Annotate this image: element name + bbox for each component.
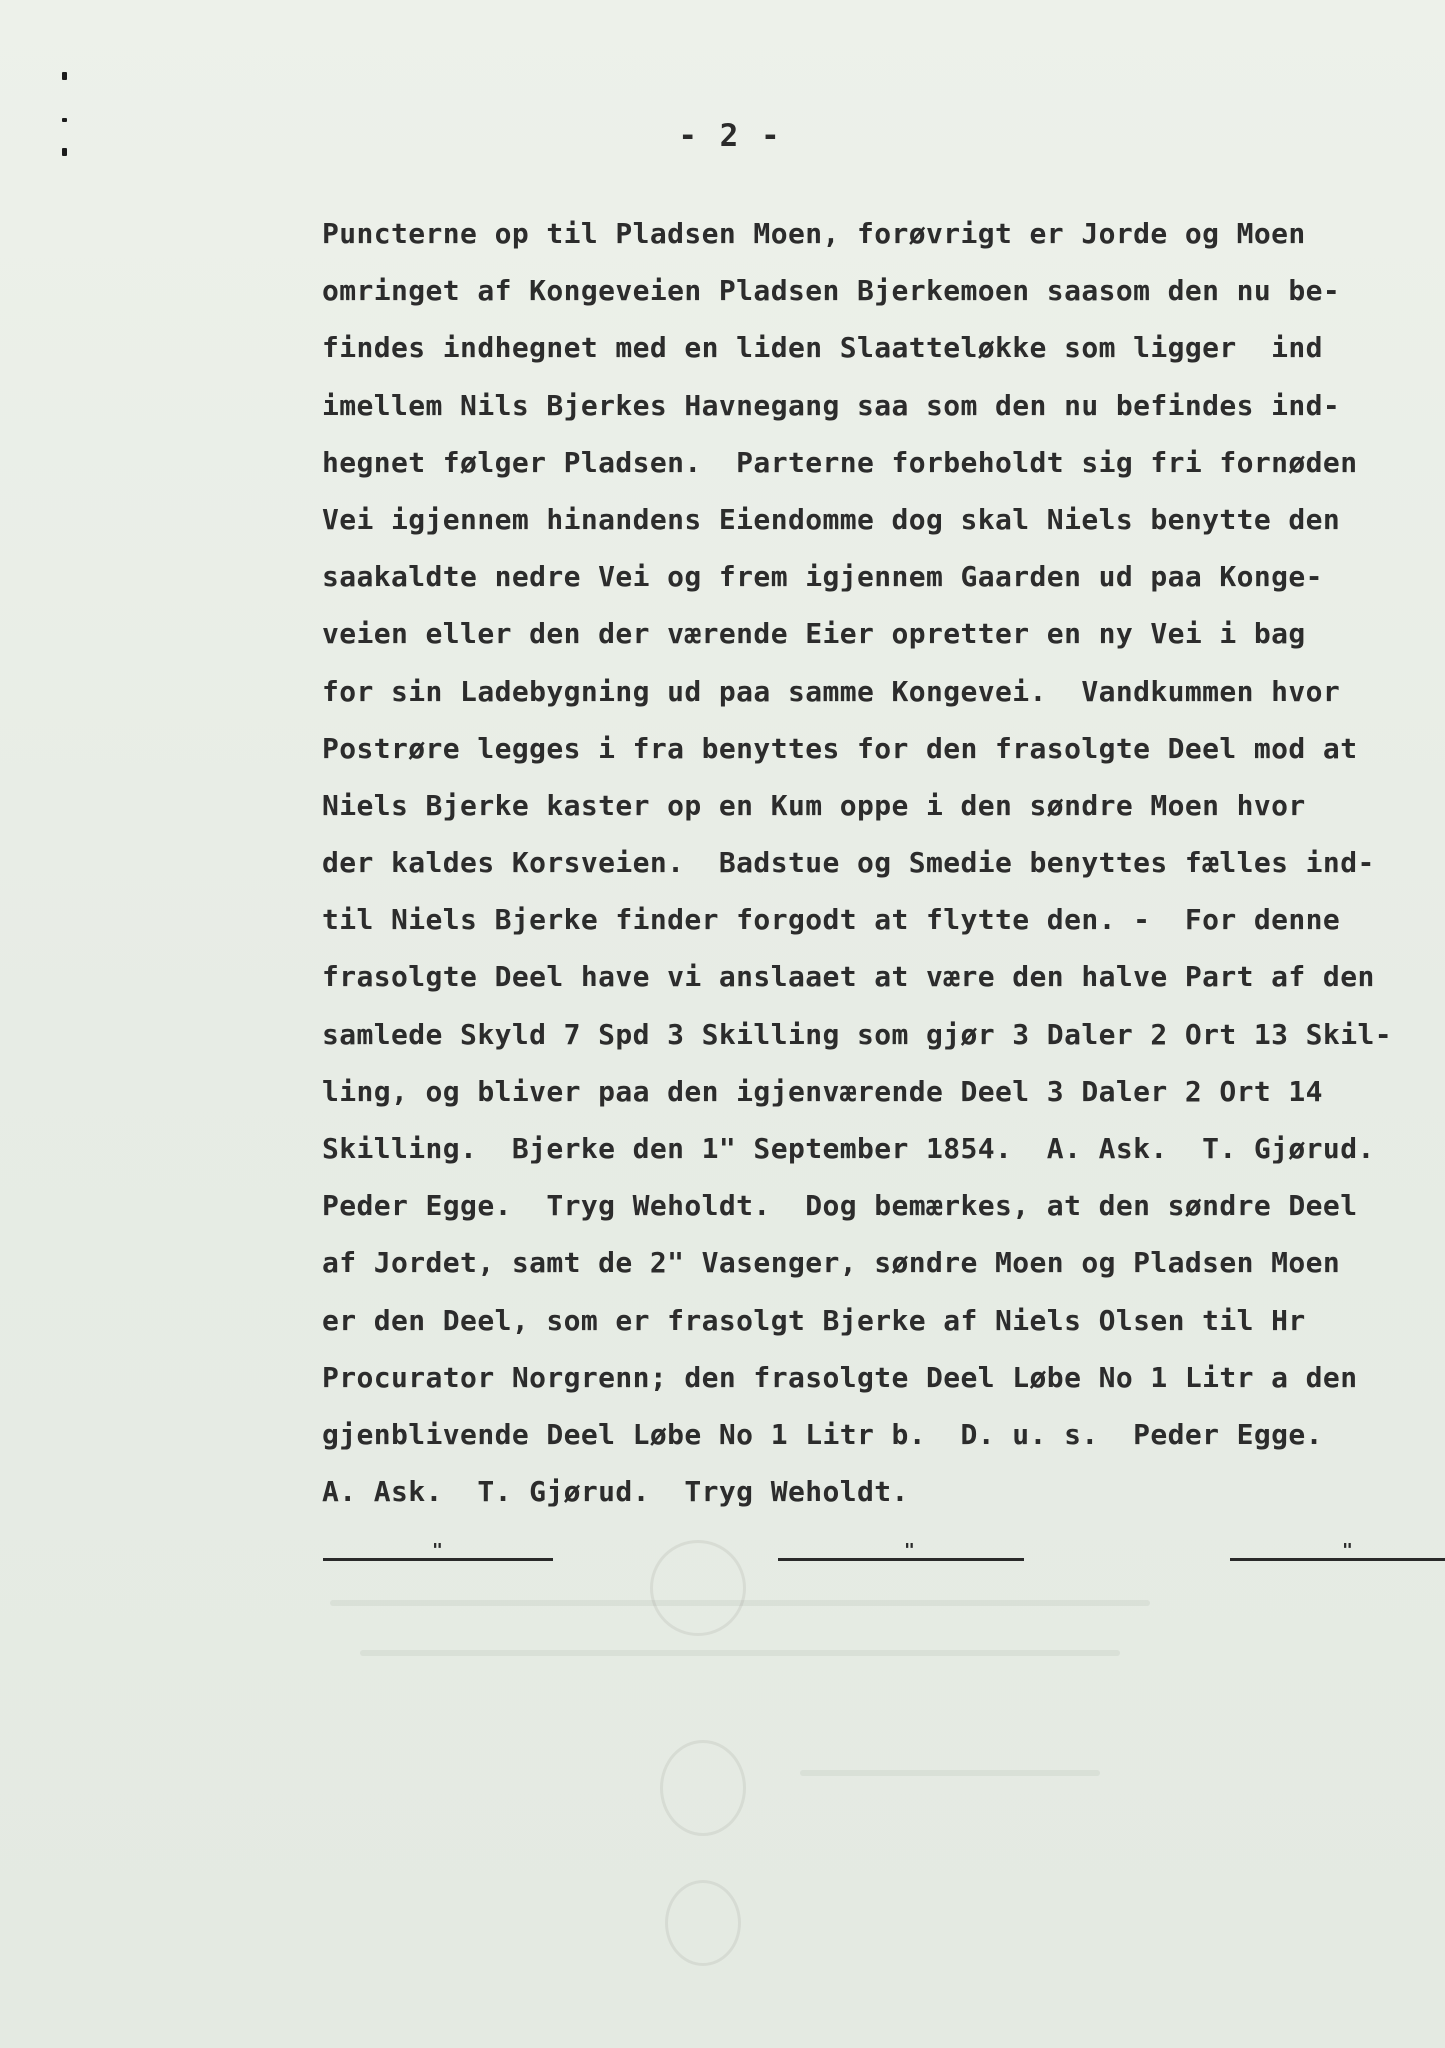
text-line: samlede Skyld 7 Spd 3 Skilling som gjør 3 Daler 2 Ort 13 Skil- [322, 1017, 1392, 1051]
body-text [322, 205, 1422, 1520]
text-line: ling, og bliver paa den igjenværende Deel 3 Daler 2 Ort 14 [322, 1074, 1323, 1108]
text-line: er den Deel, som er frasolgt Bjerke af Niels Olsen til Hr [322, 1303, 1306, 1337]
text-line: hegnet følger Pladsen. Parterne forbeholdt sig fri fornøden [322, 445, 1358, 479]
text-line: frasolgte Deel have vi anslaaet at være den halve Part af den [322, 960, 1375, 994]
divider-rule [1230, 1558, 1445, 1561]
bleed-through-line [800, 1770, 1100, 1776]
text-line: Vei igjennem hinandens Eiendomme dog skal Niels benytte den [322, 502, 1341, 536]
text-line: imellem Nils Bjerkes Havnegang saa som den nu befindes ind- [322, 388, 1341, 422]
bleed-through-line [360, 1650, 1120, 1656]
bleed-through-line [330, 1600, 1150, 1606]
text-line: Niels Bjerke kaster op en Kum oppe i den søndre Moen hvor [322, 788, 1306, 822]
ditto-mark: " [432, 1540, 443, 1561]
bleed-through-stamp [660, 1740, 746, 1836]
text-line: der kaldes Korsveien. Badstue og Smedie benyttes fælles ind- [322, 846, 1375, 880]
text-line: Peder Egge. Tryg Weholdt. Dog bemærkes, at den søndre Deel [322, 1189, 1358, 1223]
text-line: gjenblivende Deel Løbe No 1 Litr b. D. u. s. Peder Egge. [322, 1417, 1323, 1451]
ditto-mark: " [1342, 1540, 1353, 1561]
text-line: Skilling. Bjerke den 1" September 1854. A. Ask. T. Gjørud. [322, 1132, 1375, 1165]
divider-rule [778, 1558, 1024, 1561]
text-line: for sin Ladebygning ud paa samme Kongevei. Vandkummen hvor [322, 674, 1341, 708]
text-line: saakaldte nedre Vei og frem igjennem Gaarden ud paa Konge- [322, 560, 1323, 594]
text-line: omringet af Kongeveien Pladsen Bjerkemoen saasom den nu be- [322, 274, 1341, 308]
ditto-mark: " [904, 1540, 915, 1561]
text-line: Puncterne op til Pladsen Moen, forøvrigt er Jorde og Moen [322, 217, 1306, 250]
bleed-through-stamp [650, 1540, 746, 1636]
text-line: til Niels Bjerke finder forgodt at flytte den. - For denne [322, 903, 1341, 937]
text-line: af Jordet, samt de 2" Vasenger, søndre Moen og Pladsen Moen [322, 1246, 1341, 1280]
text-line: A. Ask. T. Gjørud. Tryg Weholdt. [322, 1475, 909, 1509]
text-line: Postrøre legges i fra benyttes for den frasolgte Deel mod at [322, 731, 1358, 765]
text-line: Procurator Norgrenn; den frasolgte Deel Løbe No 1 Litr a den [322, 1360, 1358, 1394]
text-line: veien eller den der værende Eier opretter en ny Vei i bag [322, 617, 1306, 651]
binding-mark [62, 72, 67, 80]
bleed-through-stamp [665, 1880, 741, 1966]
page-number: - 2 - [678, 118, 782, 154]
text-line: findes indhegnet med en liden Slaatteløkke som ligger ind [322, 331, 1323, 365]
